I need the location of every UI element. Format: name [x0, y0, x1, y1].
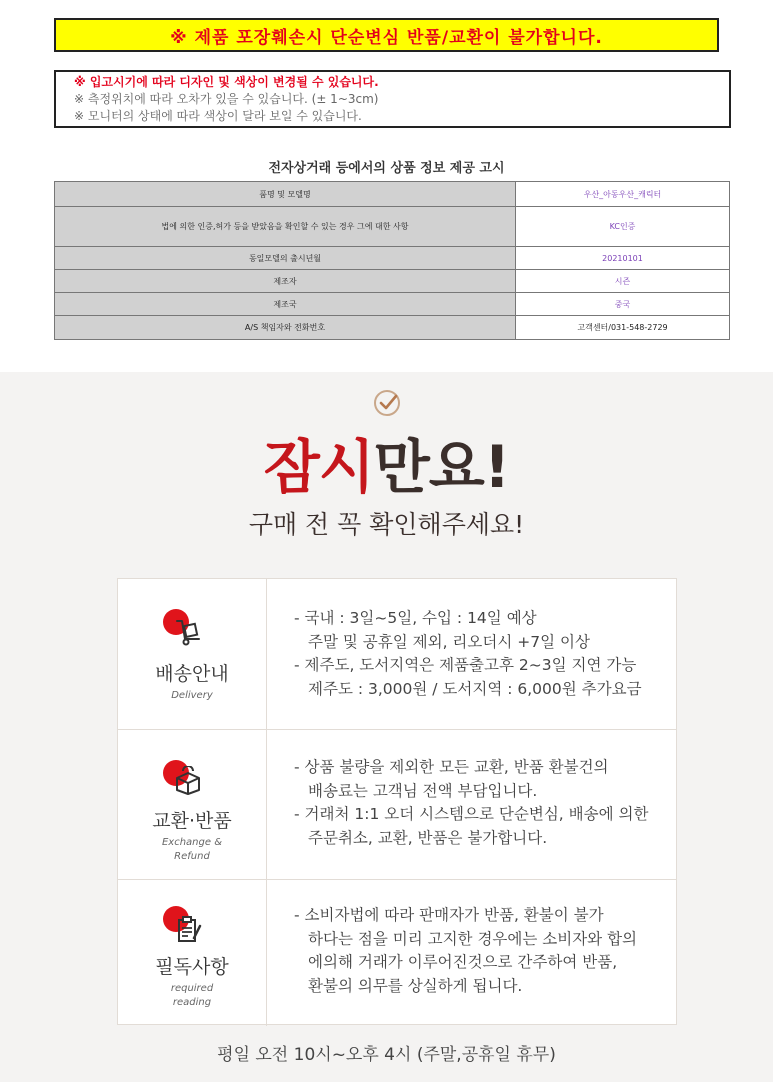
table-value: KC인증 — [516, 207, 730, 247]
section-line: 주말 및 공휴일 제외, 리오더시 +7일 이상 — [308, 632, 590, 651]
table-label: 제조국 — [55, 293, 516, 316]
info-table-title: 전자상거래 등에서의 상품 정보 제공 고시 — [268, 161, 505, 176]
section-line: - 제주도, 도서지역은 제품출고후 2~3일 지연 가능 — [294, 656, 637, 674]
headline — [0, 420, 773, 504]
notice-box — [54, 70, 731, 128]
notice-monitor-color: ※ 모니터의 상태에 따라 색상이 달라 보일 수 있습니다. — [74, 109, 362, 123]
section-english: Delivery — [171, 690, 213, 701]
headline-red: 잠시 — [263, 433, 374, 501]
table-label: 품명 및 모델명 — [55, 182, 516, 207]
table-row — [55, 293, 730, 316]
table-label: 법에 의한 인증,허가 등을 받았음을 확인할 수 있는 경우 그에 대한 사항 — [55, 207, 516, 247]
section-line: - 상품 불량을 제외한 모든 교환, 반품 환불건의 — [294, 758, 609, 776]
clipboard-icon — [173, 914, 203, 944]
table-row — [55, 207, 730, 247]
table-value: 20210101 — [516, 247, 730, 270]
table-value: 시즌 — [516, 270, 730, 293]
section-line: 제주도 : 3,000원 / 도서지역 : 6,000원 추가요금 — [308, 679, 642, 698]
table-label: 제조자 — [55, 270, 516, 293]
section-text — [294, 607, 642, 701]
subheadline: 구매 전 꼭 확인해주세요! — [248, 510, 525, 539]
required-reading-section — [118, 879, 676, 1026]
return-warning-banner: ※ 제품 포장훼손시 단순변심 반품/교환이 불가합니다. — [54, 18, 719, 52]
notice-design-change: ※ 입고시기에 따라 디자인 및 색상이 변경될 수 있습니다. — [74, 75, 379, 89]
table-row — [55, 316, 730, 340]
section-line: 하다는 점을 미리 고지한 경우에는 소비자와 합의 — [308, 929, 638, 948]
table-value: 우산_아동우산_캐릭터 — [516, 182, 730, 207]
product-notice-section — [0, 0, 773, 372]
table-value: 고객센터/031-548-2729 — [516, 316, 730, 340]
exchange-section — [118, 729, 676, 880]
section-line: 환불의 의무를 상실하게 됩니다. — [308, 976, 523, 995]
table-label: A/S 책임자와 전화번호 — [55, 316, 516, 340]
hand-truck-icon — [173, 617, 203, 647]
box-icon — [173, 766, 203, 796]
section-line: 배송료는 고객님 전액 부담입니다. — [308, 781, 538, 800]
section-title: 배송안내 — [155, 663, 229, 685]
section-text — [294, 904, 637, 998]
check-circle-icon — [372, 388, 402, 418]
section-title: 교환·반품 — [152, 810, 232, 832]
table-label: 동일모델의 출시년월 — [55, 247, 516, 270]
section-label-cell — [118, 880, 267, 1026]
product-info-table — [54, 181, 730, 340]
section-line: 주문취소, 교환, 반품은 불가합니다. — [308, 828, 548, 847]
section-label-cell — [118, 730, 267, 880]
section-line: - 거래처 1:1 오더 시스템으로 단순변심, 배송에 의한 — [294, 805, 649, 823]
section-text — [294, 756, 648, 850]
business-hours: 평일 오전 10시~오후 4시 (주말,공휴일 휴무) — [217, 1045, 556, 1065]
section-line: - 국내 : 3일~5일, 수입 : 14일 예상 — [294, 609, 537, 627]
notice-measure-error: ※ 측정위치에 따라 오차가 있을 수 있습니다. (± 1~3cm) — [74, 92, 379, 106]
table-row — [55, 247, 730, 270]
table-value: 중국 — [516, 293, 730, 316]
section-english: required reading — [170, 983, 214, 1008]
table-row — [55, 270, 730, 293]
policy-card — [117, 578, 677, 1025]
section-title: 필독사항 — [155, 956, 229, 978]
section-line: 에의해 거래가 이루어진것으로 간주하여 반품, — [308, 953, 618, 971]
delivery-section — [118, 579, 676, 729]
section-line: - 소비자법에 따라 판매자가 반품, 환불이 불가 — [294, 906, 604, 924]
section-label-cell — [118, 579, 267, 729]
table-row — [55, 182, 730, 207]
headline-dark: 만요! — [373, 433, 510, 501]
section-english: Exchange & Refund — [161, 837, 222, 862]
